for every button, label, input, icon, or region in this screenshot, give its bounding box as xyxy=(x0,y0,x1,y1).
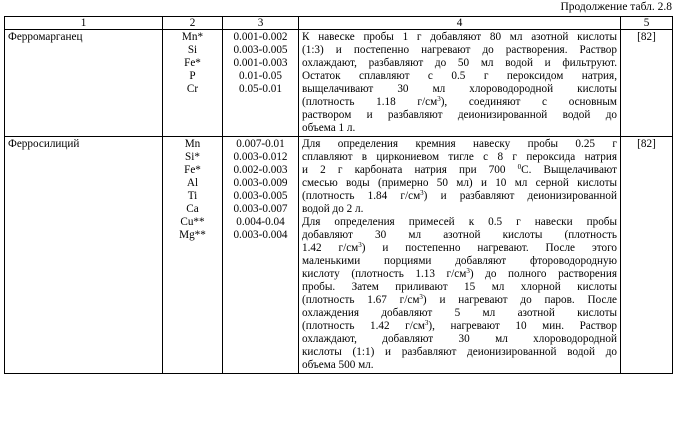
cell-line: Al xyxy=(186,177,199,189)
cell-line: Si* xyxy=(185,151,200,163)
column-header-1: 1 xyxy=(5,17,163,30)
table-row xyxy=(5,137,673,374)
method-line: охлаждают, разбавляют до 50 мл водой и фильтруют. xyxy=(302,57,617,69)
elements-cell xyxy=(163,137,223,374)
cell-line: Cr xyxy=(186,83,199,95)
cell-line: Ca xyxy=(186,203,199,215)
method-line: водой до 2 л. xyxy=(302,203,364,215)
method-line: и 2 г карбоната натрия при 700 $^0$С. Выщелачивают xyxy=(302,163,618,176)
ranges-cell xyxy=(223,137,299,374)
method-line: выщелачивают 30 мл хлороводородной кислоты xyxy=(302,83,617,95)
cell-line: 0.001-0.002 xyxy=(233,31,288,43)
method-line: охлаждения добавляют 5 мл азотной кислоты xyxy=(302,307,617,319)
cell-line: 0.003-0.005 xyxy=(233,190,288,202)
column-header-3: 3 xyxy=(223,17,299,30)
method-line: Для определения кремния навеску пробы 0.25 г xyxy=(302,138,617,150)
reference-cell: [82] xyxy=(621,137,673,374)
table-caption: Продолжение табл. 2.8 xyxy=(560,1,672,13)
reference-cell: [82] xyxy=(621,30,673,137)
header-row xyxy=(5,17,673,30)
method-line: Для определения примесей к 0.5 г навески пробы xyxy=(302,216,617,228)
method-line: маленькими порциями добавляют фтороводородную xyxy=(302,255,617,267)
data-table xyxy=(4,16,673,374)
method-line: (1:3) и постепенно нагревают до растворения. Раствор xyxy=(302,44,617,56)
material-cell: Ферросилиций xyxy=(5,137,163,374)
method-line: охлаждают, добавляют 30 мл хлороводородной xyxy=(302,333,617,345)
method-line: смесью воды (примерно 50 мл) и 10 мл серной кислоты xyxy=(302,177,617,189)
material-cell: Ферромарганец xyxy=(5,30,163,137)
method-line: добавляют 30 мл азотной кислоты (плотность xyxy=(302,229,617,241)
table-row xyxy=(5,30,673,137)
table-body xyxy=(5,30,673,374)
method-line: пробы. Затем приливают 15 мл хлорной кислоты xyxy=(302,281,617,293)
cell-line: 0.003-0.012 xyxy=(233,151,288,163)
cell-line: Cu** xyxy=(180,216,205,228)
method-line: раствором и разбавляют деионизированной водой до xyxy=(302,109,617,121)
column-header-2: 2 xyxy=(163,17,223,30)
method-line: (плотность 1.84 $г/см^3$) и разбавляют деионизированной xyxy=(302,189,617,202)
cell-line: Mg** xyxy=(179,229,206,241)
method-line: (плотность 1.42 $г/см^3$), нагревают 10 мин. Раствор xyxy=(302,319,617,332)
method-line: К навеске пробы 1 г добавляют 80 мл азотной кислоты xyxy=(302,31,617,43)
method-line: (плотность 1.67 $г/см^3$) и нагревают до паров. После xyxy=(302,293,617,306)
elements-cell xyxy=(163,30,223,137)
method-line: 1.42 $г/см^3$) и постепенно нагревают. После этого xyxy=(302,241,617,254)
method-line: кислоту (плотность 1.13 $г/см^3$) до полного растворения xyxy=(302,267,617,280)
method-cell xyxy=(299,30,621,137)
cell-line: P xyxy=(189,70,196,82)
ranges-cell xyxy=(223,30,299,137)
cell-line: Si xyxy=(187,44,198,56)
column-header-5: 5 xyxy=(621,17,673,30)
cell-line: 0.001-0.003 xyxy=(233,57,288,69)
method-cell xyxy=(299,137,621,374)
cell-line: 0.003-0.005 xyxy=(233,44,288,56)
cell-line: 0.007-0.01 xyxy=(236,138,285,150)
cell-line: 0.01-0.05 xyxy=(239,70,282,82)
method-line: Остаток сплавляют с 0.5 г пероксидом натрия, xyxy=(302,70,617,82)
method-line: кислоты (1:1) и разбавляют деионизированной водой до xyxy=(302,346,617,358)
cell-line: 0.004-0.04 xyxy=(236,216,285,228)
cell-line: 0.003-0.009 xyxy=(233,177,288,189)
column-header-4: 4 xyxy=(299,17,621,30)
cell-line: Mn* xyxy=(181,31,204,43)
method-line: (плотность 1.18 $г/см^3$), соединяют с основным xyxy=(302,95,617,108)
cell-line: Fe* xyxy=(184,57,201,69)
cell-line: Mn xyxy=(184,138,201,150)
cell-line: 0.002-0.003 xyxy=(233,164,288,176)
cell-line: 0.003-0.007 xyxy=(233,203,288,215)
method-line: объема 1 л. xyxy=(302,122,356,134)
cell-line: 0.05-0.01 xyxy=(239,83,282,95)
cell-line: Fe* xyxy=(184,164,201,176)
cell-line: Ti xyxy=(187,190,198,202)
cell-line: 0.003-0.004 xyxy=(233,229,288,241)
method-line: объема 500 мл. xyxy=(302,359,374,371)
method-line: сплавляют в циркониевом тигле с 8 г пероксида натрия xyxy=(302,151,617,163)
